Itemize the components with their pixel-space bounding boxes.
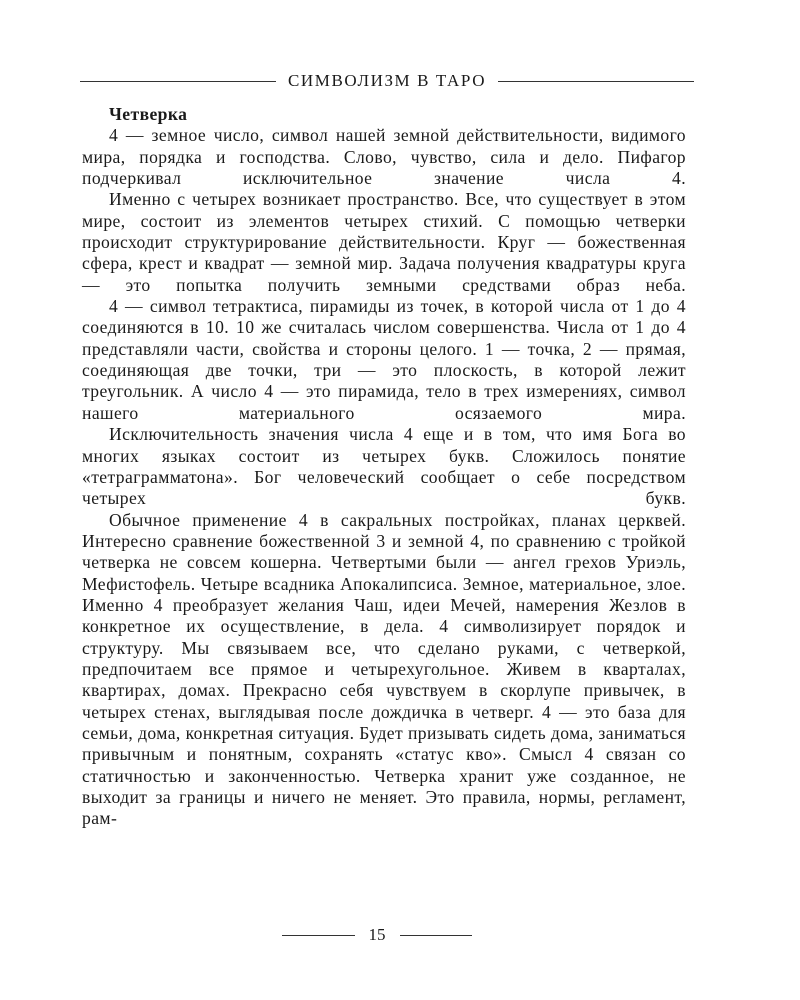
paragraph: Обычное применение 4 в сакральных постройках, планах церквей. Интересно сравнение божественной 3 и земной 4, по сравнению с тройкой четверка не совсем кошерна. Четвертыми были — ангел грехов Уриэль, Мефистофель. Четыре всадника Апокалипсиса. Земное, материальное, злое. Именно 4 преобразует желания Чаш, идеи Мечей, намерения Жезлов в конкретное их осуществление, в дела. 4 символизирует порядок и структуру. Мы связываем все, что сделано руками, с четверкой, предпочитаем все прямое и четырехугольное. Живем в кварталах, квартирах, домах. Прекрасно себя чувствуем в скорлупе привычек, в четырех стенах, выглядывая после дождичка в четверг. 4 — это база для семьи, дома, конкретная ситуация. Будет призывать сидеть дома, заниматься привычным и понятным, сохранять «статус кво». Смысл 4 связан со статичностью и законченностью. Четверка хранит уже созданное, не выходит за границы и ничего не меняет. Это правила, нормы, регламент, рам- — [82, 509, 686, 829]
running-title: СИМВОЛИЗМ В ТАРО — [287, 71, 487, 90]
footer-rule-left — [282, 935, 355, 936]
footer-rule-right — [400, 935, 473, 936]
header-rule-right — [498, 81, 694, 82]
paragraph: 4 — символ тетрактиса, пирамиды из точек, в которой числа от 1 до 4 соединяются в 10. 10 же считалась числом совершенства. Числа от 1 до 4 представляли части, свойства и стороны целого. 1 — точка, 2 — прямая, соединяющая две точки, три — это плоскость, в которой лежит треугольник. А число 4 — это пирамида, тело в трех измерениях, символ нашего материального осязаемого мира. — [82, 296, 686, 423]
paragraph: 4 — земное число, символ нашей земной действительности, видимого мира, порядка и господства. Слово, чувство, сила и дело. Пифагор подчеркивал исключительное значение числа 4. — [82, 125, 686, 189]
page-number: 15 — [368, 925, 386, 944]
paragraph: Исключительность значения числа 4 еще и в том, что имя Бога во многих языках состоит из четырех букв. Сложилось понятие «тетраграмматона». Бог человеческий сообщает о себе посредством четырех букв. — [82, 424, 686, 509]
body-text — [82, 104, 686, 830]
paragraph: Именно с четырех возникает пространство. Все, что существует в этом мире, состоит из элементов четырех стихий. С помощью четверки происходит структурирование действительности. Круг — божественная сфера, крест и квадрат — земной мир. Задача получения квадратуры круга — это попытка получить земными средствами образ неба. — [82, 189, 686, 295]
running-header — [80, 68, 694, 94]
page-footer — [282, 925, 472, 945]
section-heading: Четверка — [109, 104, 188, 124]
header-rule-left — [80, 81, 276, 82]
